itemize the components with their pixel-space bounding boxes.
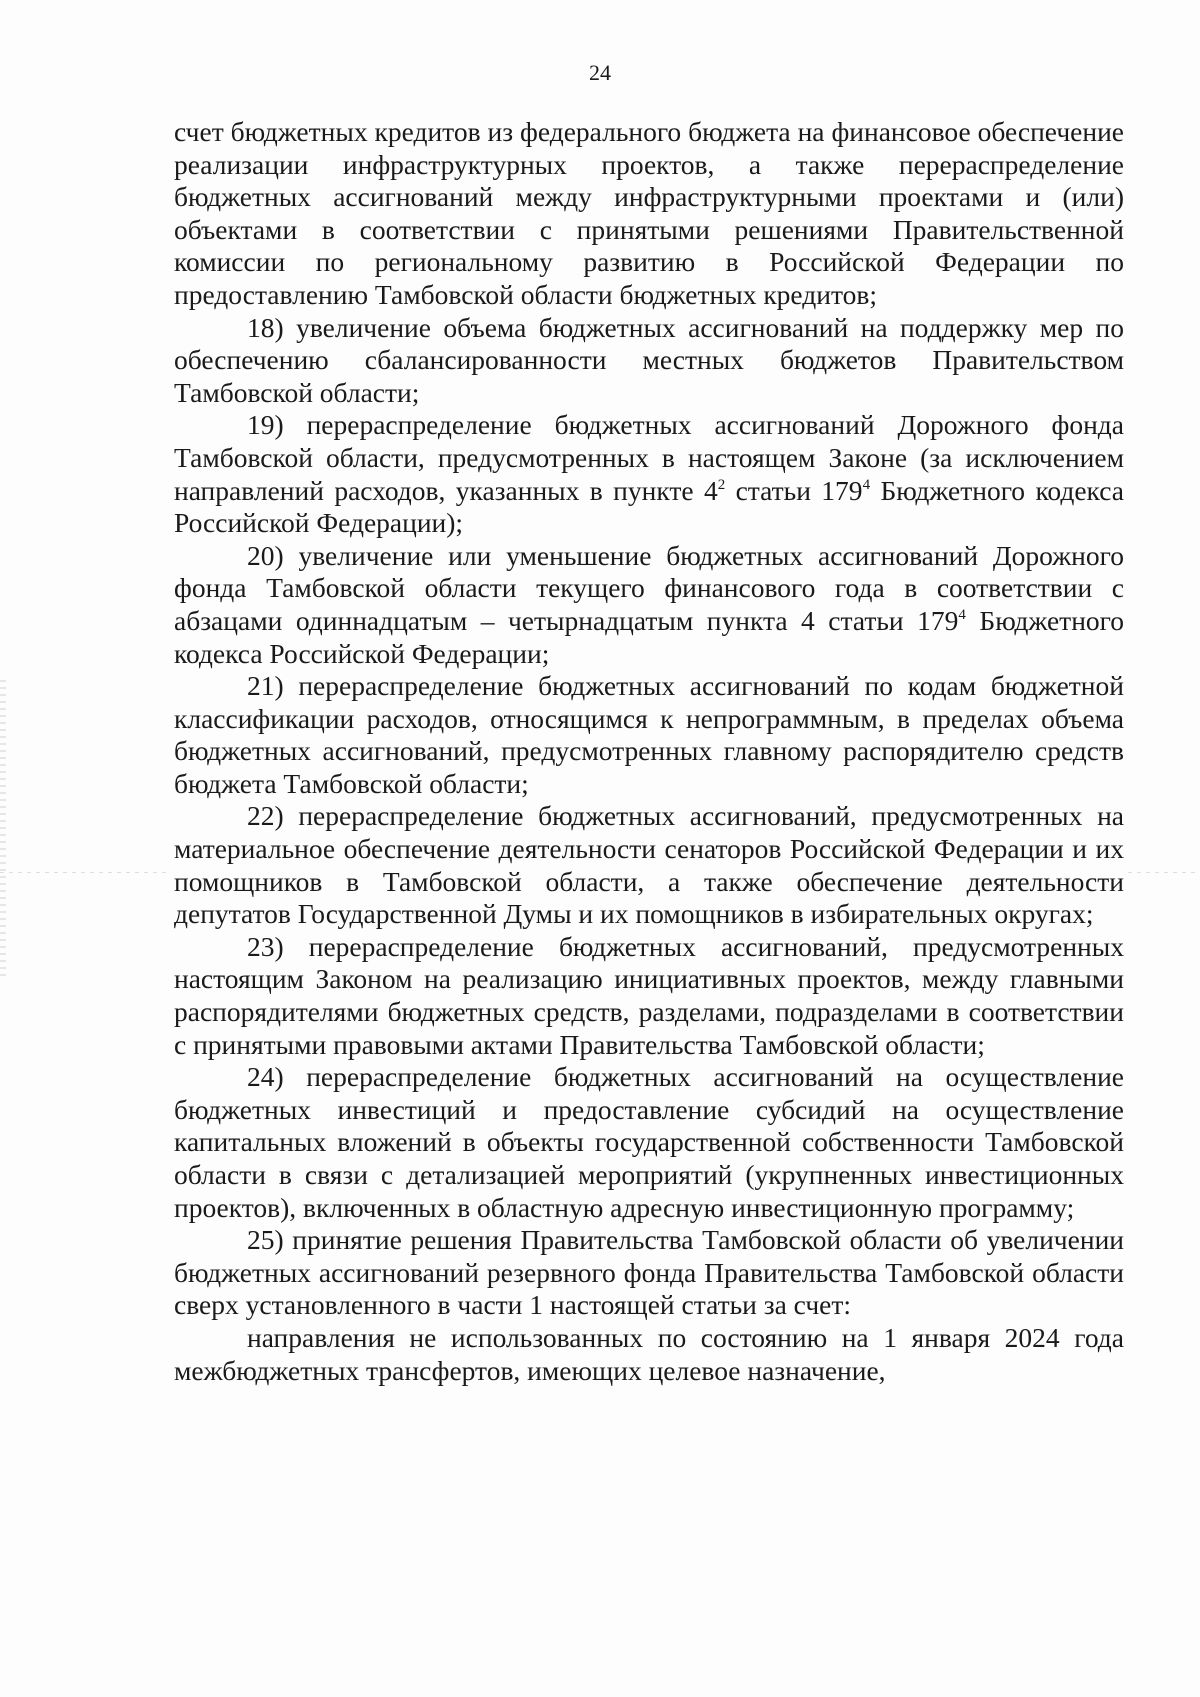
paragraph-p-23 [174, 931, 1124, 1061]
paragraph-p-24 [174, 1061, 1124, 1224]
page-number: 24 [589, 60, 611, 85]
paragraph-text: счет бюджетных кредитов из федерального бюджета на финансовое обеспечение реализации инфраструктурных проектов, а также перераспределение бюджетных ассигнований между инфраструктурными проектами и (или) объектами в соответствии с принятыми решениями Правительственной комиссии по региональному развитию в Российской Федерации по предоставлению Тамбовской области бюджетных кредитов; [174, 116, 1124, 310]
paragraph-text: 25) принятие решения Правительства Тамбовской области об увеличении бюджетных ассигнований резервного фонда Правительства Тамбовской области сверх установленного в части 1 настоящей статьи за счет: [174, 1224, 1124, 1321]
paragraph-text: 23) перераспределение бюджетных ассигнований, предусмотренных настоящим Законом на реализацию инициативных проектов, между главными распорядителями бюджетных средств, разделами, подразделами в соответствии с принятыми правовыми актами Правительства Тамбовской области; [174, 930, 1124, 1060]
superscript: 4 [862, 476, 871, 493]
paragraph-p-18 [174, 312, 1124, 410]
paragraph-p-cont [174, 116, 1124, 312]
paragraph-text: 19) перераспределение бюджетных ассигнований Дорожного фонда Тамбовской области, предусмотренных в настоящем Законе (за исключением направлений расходов, указанных в пункте 4 [174, 409, 1124, 506]
paragraph-p-21 [174, 670, 1124, 800]
paragraph-text: 20) увеличение или уменьшение бюджетных ассигнований Дорожного фонда Тамбовской области текущего финансового года в соответствии с абзацами одиннадцатым – четырнадцатым пункта 4 статьи 179 [174, 539, 1124, 636]
paragraph-text: 18) увеличение объема бюджетных ассигнований на поддержку мер по обеспечению сбалансированности местных бюджетов Правительством Тамбовской области; [174, 311, 1124, 408]
paragraph-p-20 [174, 540, 1124, 670]
paragraph-text: Бюджетного кодекса Российской Федерации); [174, 474, 1124, 539]
scan-artifact-line-left [0, 872, 170, 873]
scan-artifact-line-right [1128, 872, 1200, 873]
paragraph-text: 24) перераспределение бюджетных ассигнований на осуществление бюджетных инвестиций и предоставление субсидий на осуществление капитальных вложений в объекты государственной собственности Тамбовской области в связи с детализацией мероприятий (укрупненных инвестиционных проектов), включенных в областную адресную инвестиционную программу; [174, 1061, 1124, 1223]
superscript: 4 [958, 606, 966, 623]
paragraph-p-25 [174, 1224, 1124, 1322]
document-body [174, 116, 1124, 1387]
scan-artifact [0, 680, 6, 980]
paragraph-p-25a [174, 1322, 1124, 1387]
paragraph-text: направления не использованных по состоянию на 1 января 2024 года межбюджетных трансфертов, имеющих целевое назначение, [174, 1321, 1124, 1386]
paragraph-text: статьи 179 [725, 474, 863, 506]
paragraph-text: Бюджетного кодекса Российской Федерации; [174, 604, 1124, 669]
paragraph-text: 22) перераспределение бюджетных ассигнований, предусмотренных на материальное обеспечение деятельности сенаторов Российской Федерации и их помощников в Тамбовской области, а также обеспечение деятельности депутатов Государственной Думы и их помощников в избирательных округах; [174, 800, 1124, 930]
paragraph-text: 21) перераспределение бюджетных ассигнований по кодам бюджетной классификации расходов, относящимся к непрограммным, в пределах объема бюджетных ассигнований, предусмотренных главному распорядителю средств бюджета Тамбовской области; [174, 670, 1124, 799]
superscript: 2 [717, 476, 726, 493]
paragraph-p-22 [174, 800, 1124, 930]
paragraph-p-19 [174, 409, 1124, 539]
